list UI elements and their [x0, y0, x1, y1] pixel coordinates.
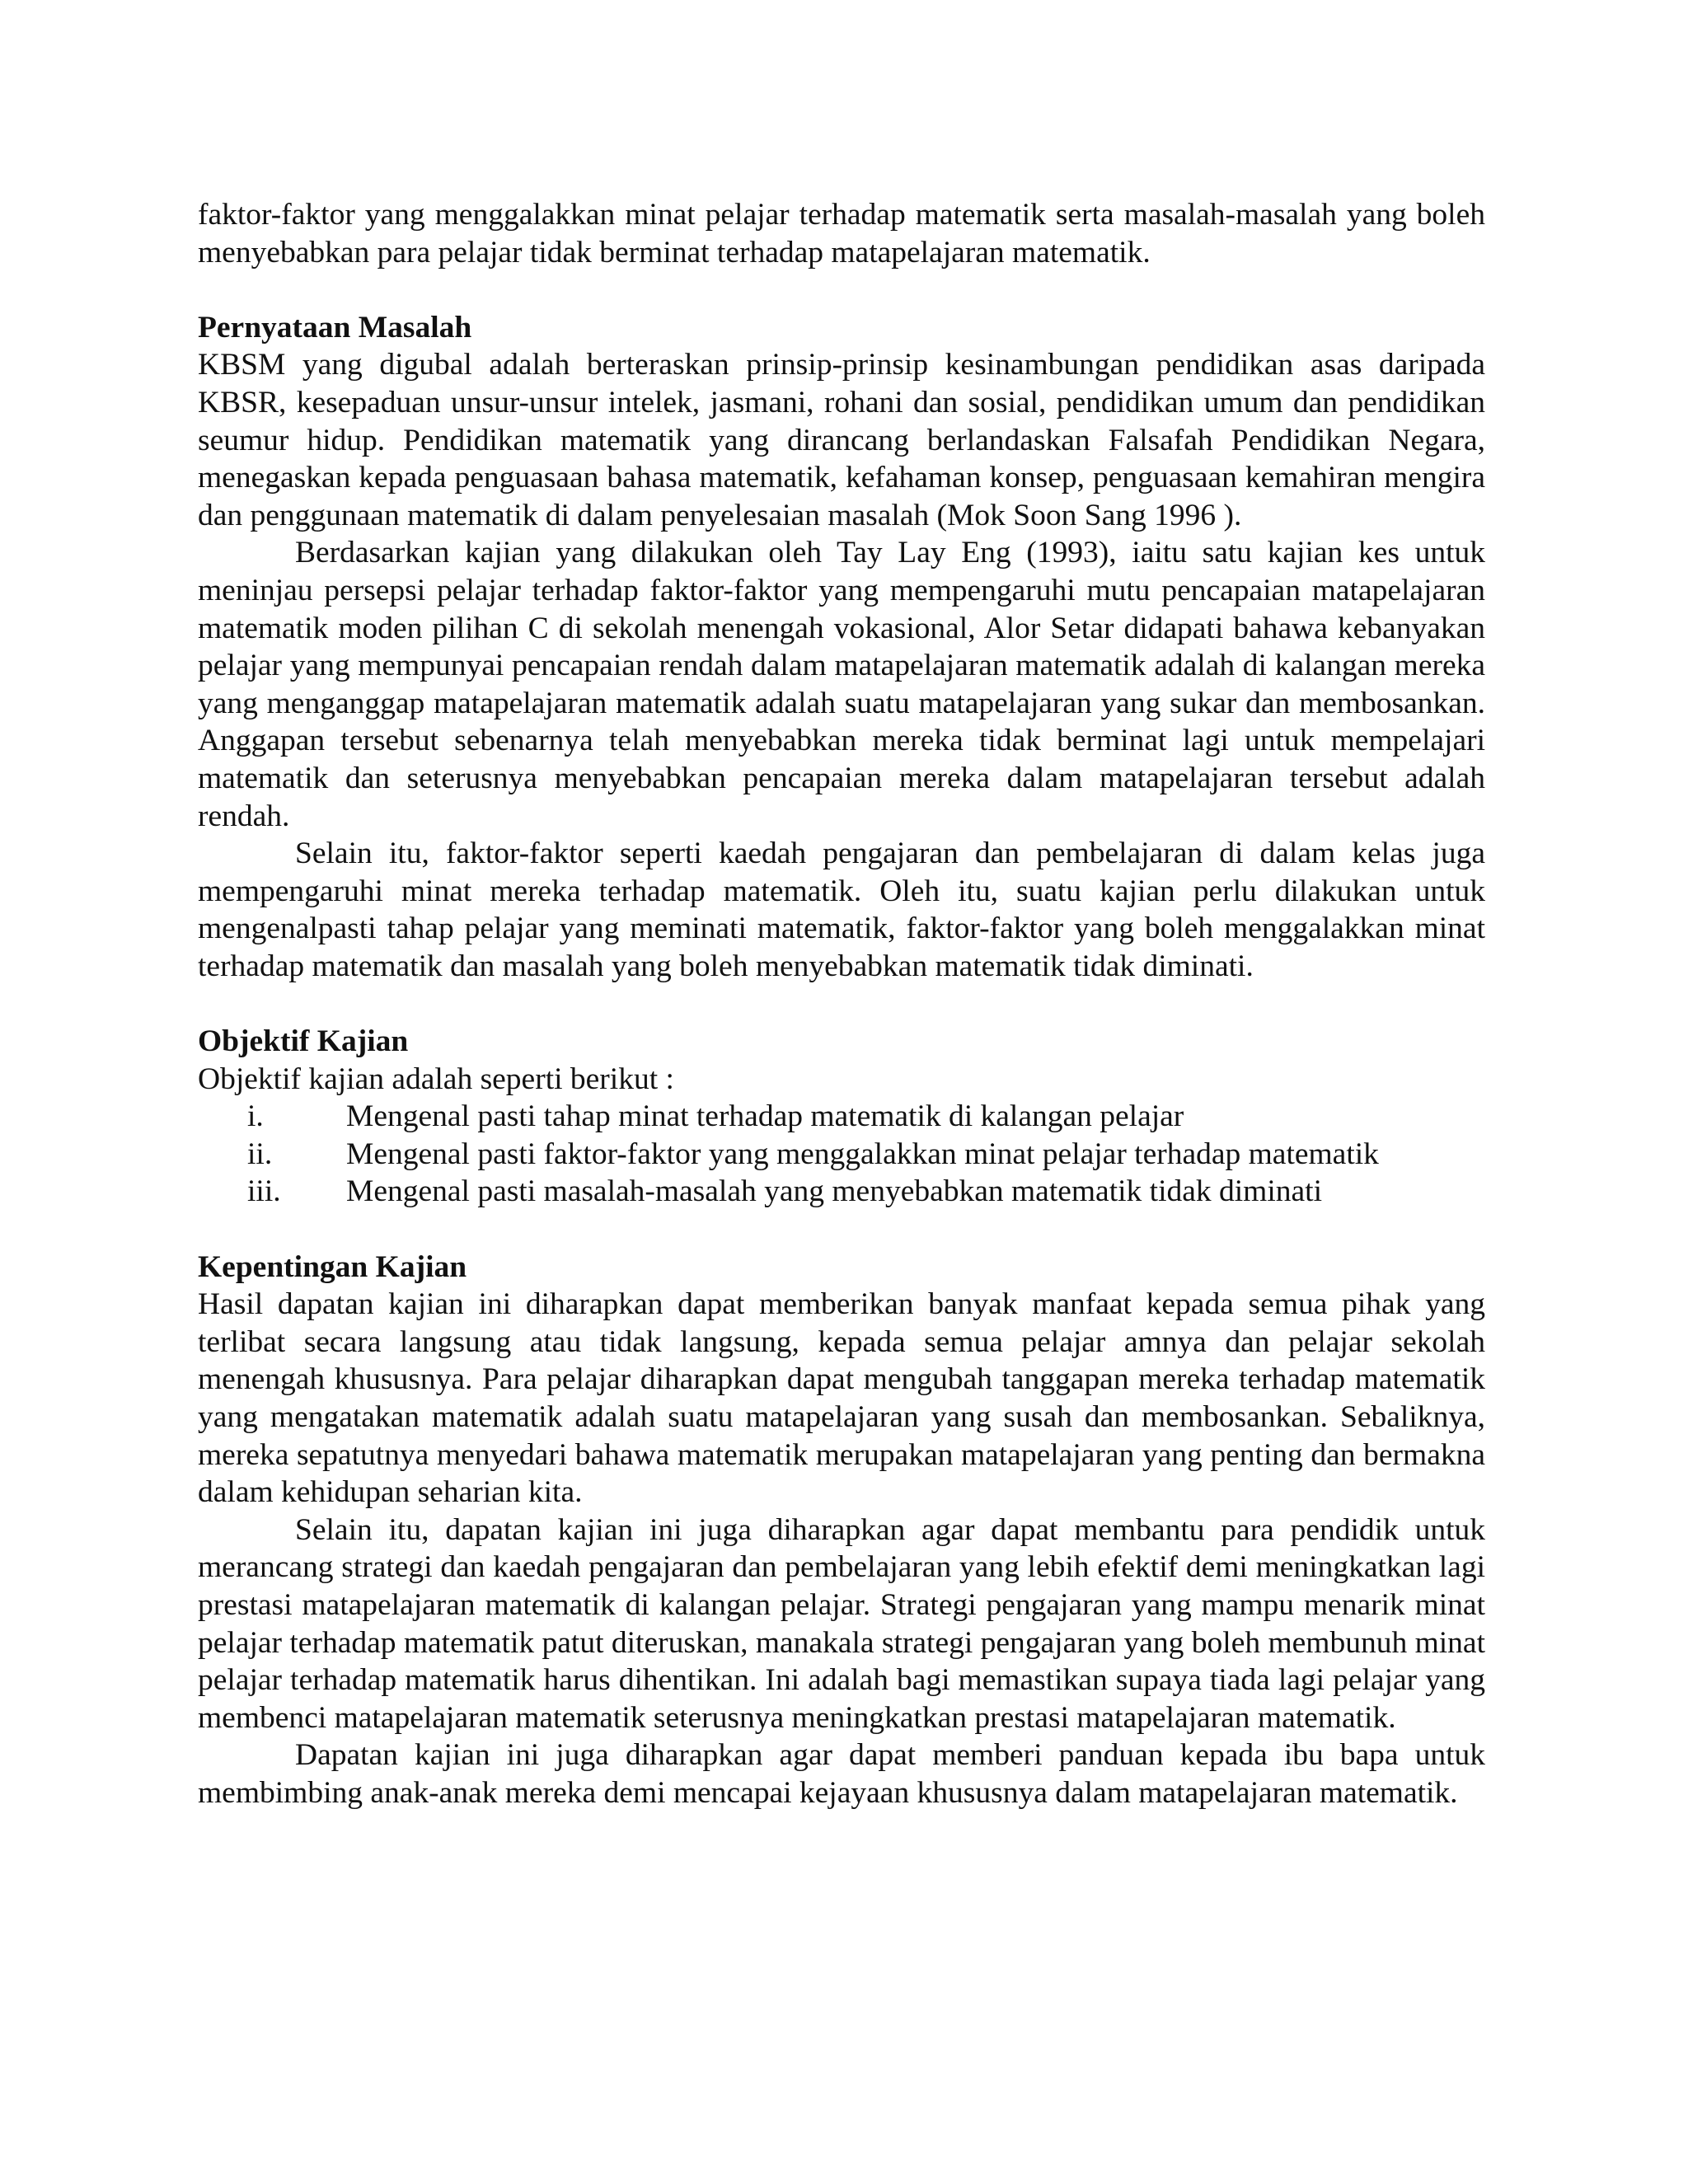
list-item-text: Mengenal pasti tahap minat terhadap matematik di kalangan pelajar [346, 1099, 1184, 1134]
paragraph: Selain itu, faktor-faktor seperti kaedah pengajaran dan pembelajaran di dalam kelas juga mempengaruhi minat mereka terhadap matematik. Oleh itu, suatu kajian perlu dilakukan untuk mengenalpasti tahap pelajar yang meminati matematik, faktor-faktor yang boleh menggalakkan minat terhadap matematik dan masalah yang boleh menyebabkan matematik tidak diminati. [198, 837, 1485, 983]
list-item-text: Mengenal pasti masalah-masalah yang menyebabkan matematik tidak diminati [346, 1174, 1322, 1209]
paragraph: Dapatan kajian ini juga diharapkan agar dapat memberi panduan kepada ibu bapa untuk membimbing anak-anak mereka demi mencapai kejayaan khususnya dalam matapelajaran matematik. [198, 1738, 1485, 1810]
section-spacer [198, 1211, 1485, 1249]
list-item [198, 1173, 1485, 1211]
section-spacer [198, 271, 1485, 309]
list-item-number: ii. [247, 1137, 273, 1171]
paragraph: Selain itu, dapatan kajian ini juga diharapkan agar dapat membantu para pendidik untuk merancang strategi dan kaedah pengajaran dan pembelajaran yang lebih efektif demi meningkatkan lagi prestasi matapelajaran matematik di kalangan pelajar. Strategi pengajaran yang mampu menarik minat pelajar terhadap matematik patut diteruskan, manakala strategi pengajaran yang boleh membunuh minat pelajar terhadap matematik harus dihentikan. Ini adalah bagi memastikan supaya tiada lagi pelajar yang membenci matapelajaran matematik seterusnya meningkatkan prestasi matapelajaran matematik. [198, 1512, 1485, 1735]
list-item [198, 1136, 1485, 1174]
section-spacer [198, 985, 1485, 1023]
list-item-text: Mengenal pasti faktor-faktor yang menggalakkan minat pelajar terhadap matematik [346, 1137, 1379, 1171]
heading-objektif-kajian: Objektif Kajian [198, 1024, 409, 1059]
heading-pernyataan-masalah: Pernyataan Masalah [198, 310, 472, 344]
paragraph: Hasil dapatan kajian ini diharapkan dapat memberikan banyak manfaat kepada semua pihak yang terlibat secara langsung atau tidak langsung, kepada semua pelajar amnya dan pelajar sekolah menengah khususnya. Para pelajar diharapkan dapat mengubah tanggapan mereka terhadap matematik yang mengatakan matematik adalah suatu matapelajaran yang susah dan membosankan. Sebaliknya, mereka sepatutnya menyedari bahawa matematik merupakan matapelajaran yang penting dan bermakna dalam kehidupan seharian kita. [198, 1287, 1485, 1510]
list-item-number: iii. [247, 1174, 281, 1209]
paragraph: KBSM yang digubal adalah berteraskan prinsip-prinsip kesinambungan pendidikan asas daripada KBSR, kesepaduan unsur-unsur intelek, jasmani, rohani dan sosial, pendidikan umum dan pendidikan seumur hidup. Pendidikan matematik yang dirancang berlandaskan Falsafah Pendidikan Negara, menegaskan kepada penguasaan bahasa matematik, kefahaman konsep, penguasaan kemahiran mengira dan penggunaan matematik di dalam penyelesaian masalah (Mok Soon Sang 1996 ). [198, 348, 1485, 532]
intro-paragraph: faktor-faktor yang menggalakkan minat pelajar terhadap matematik serta masalah-masalah yang boleh menyebabkan para pelajar tidak berminat terhadap matapelajaran matematik. [198, 198, 1485, 269]
objektif-list [198, 1098, 1485, 1211]
heading-kepentingan-kajian: Kepentingan Kajian [198, 1249, 467, 1284]
list-item [198, 1098, 1485, 1136]
section-objektif-kajian [198, 1023, 1485, 1211]
section-kepentingan-kajian [198, 1249, 1485, 1812]
list-item-number: i. [247, 1099, 264, 1134]
paragraph: Berdasarkan kajian yang dilakukan oleh Tay Lay Eng (1993), iaitu satu kajian kes untuk meninjau persepsi pelajar terhadap faktor-faktor yang mempengaruhi mutu pencapaian matapelajaran matematik moden pilihan C di sekolah menengah vokasional, Alor Setar didapati bahawa kebanyakan pelajar yang mempunyai pencapaian rendah dalam matapelajaran matematik adalah di kalangan mereka yang menganggap matapelajaran matematik adalah suatu matapelajaran yang sukar dan membosankan. Anggapan tersebut sebenarnya telah menyebabkan mereka tidak berminat lagi untuk mempelajari matematik dan seterusnya menyebabkan pencapaian mereka dalam matapelajaran tersebut adalah rendah. [198, 536, 1485, 833]
objektif-intro: Objektif kajian adalah seperti berikut : [198, 1062, 674, 1096]
section-pernyataan-masalah [198, 309, 1485, 986]
document-page [198, 196, 1485, 1812]
